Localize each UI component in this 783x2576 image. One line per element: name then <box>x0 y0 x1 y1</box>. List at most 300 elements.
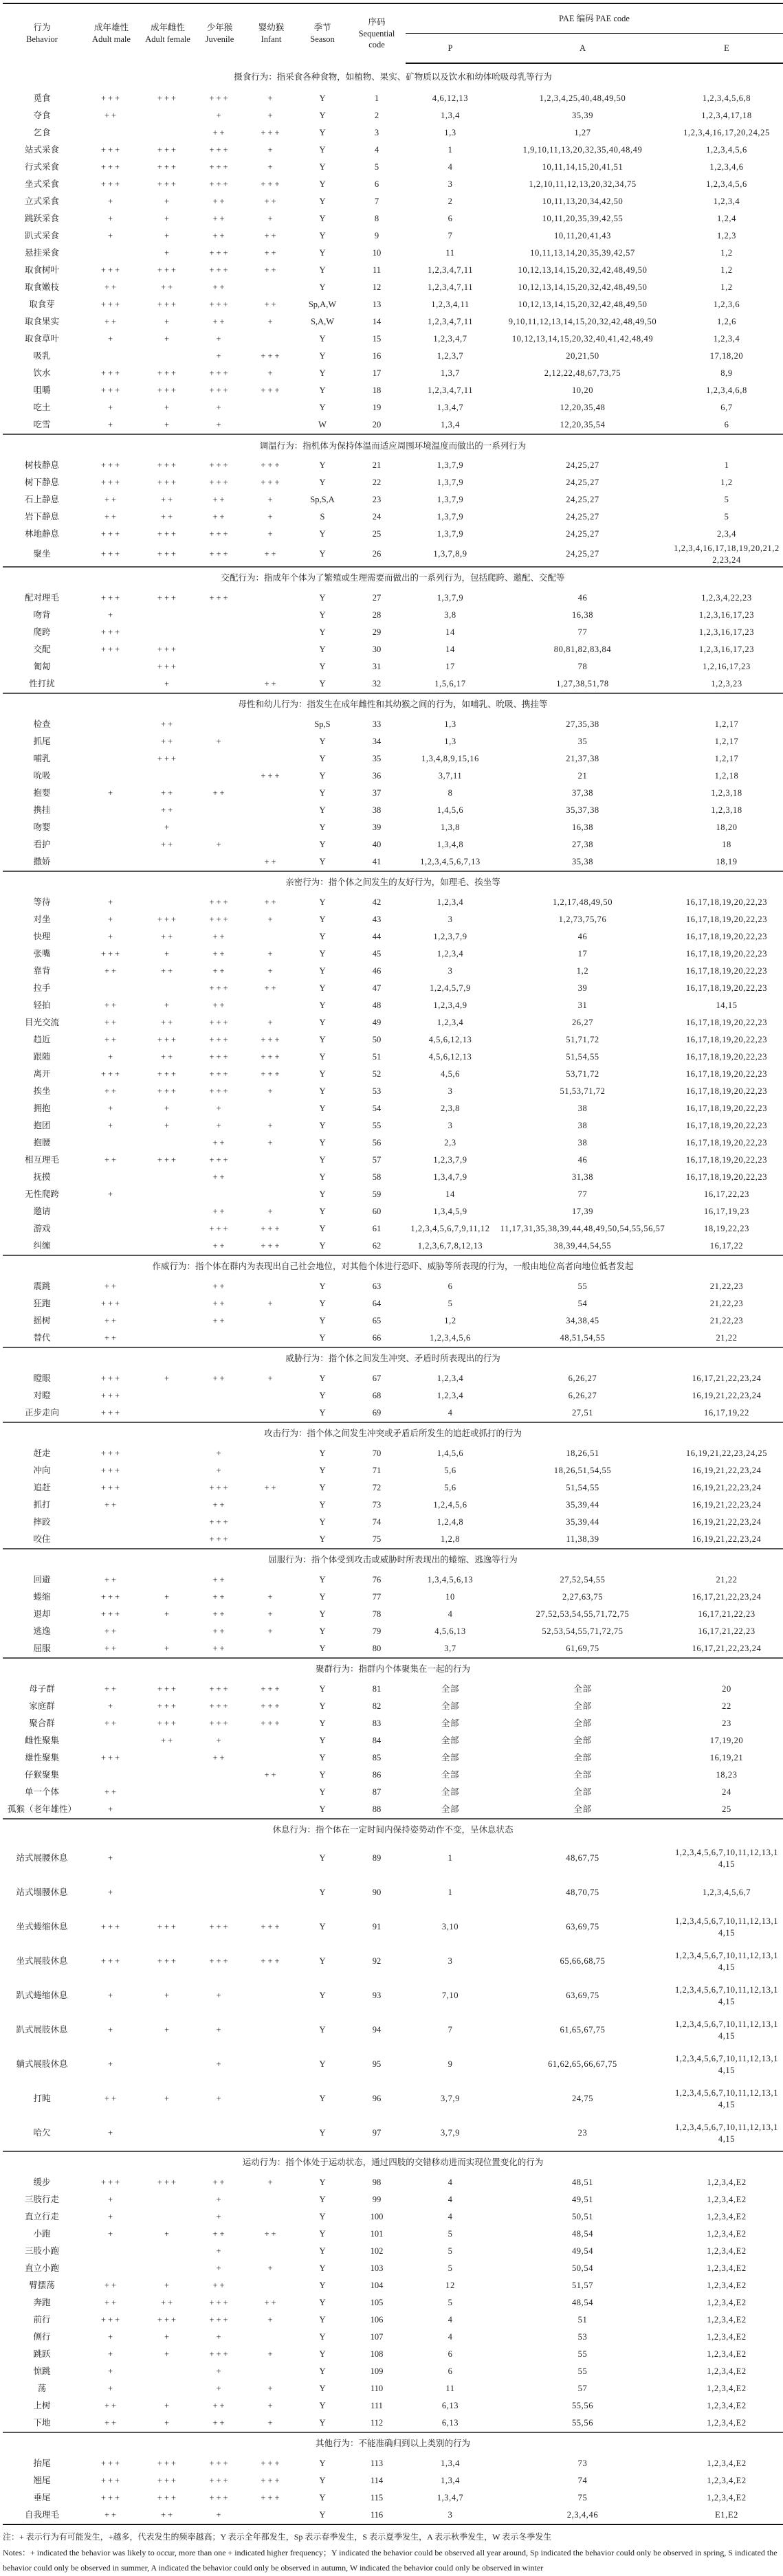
infant-cell <box>245 1404 297 1422</box>
sequential-code-cell: 93 <box>372 1991 382 2001</box>
section-header-row <box>3 2432 783 2455</box>
e-code-cell: 24 <box>722 1787 731 1797</box>
sequential-code-cell: 5 <box>374 162 379 172</box>
p-code-cell: 4 <box>448 1407 453 1418</box>
behavior-cell: 惊跳 <box>33 2366 51 2376</box>
sequential-code-cell: 25 <box>372 529 382 539</box>
season-cell: Y <box>319 948 326 959</box>
sequential-code-cell: 32 <box>372 678 382 688</box>
e-code-cell: 1,2,3,23 <box>711 678 742 688</box>
header-p: P <box>406 34 495 64</box>
table-row <box>3 474 783 491</box>
p-code-cell: 12 <box>445 2280 455 2290</box>
p-code-cell: 4 <box>448 2211 453 2221</box>
p-code-cell: 全部 <box>441 1683 460 1694</box>
adult-male-cell <box>81 658 142 675</box>
behavior-cell: 坐式蜷缩休息 <box>16 1922 68 1932</box>
e-code-cell: 16,19,21,22,23,24 <box>692 1499 762 1510</box>
e-code-cell: 22 <box>722 1701 731 1711</box>
table-row <box>3 785 783 802</box>
season-cell: Y <box>319 1240 326 1251</box>
season-cell: Y <box>319 529 326 539</box>
table-row <box>3 159 783 176</box>
behavior-cell: 直立小跑 <box>24 2263 59 2273</box>
p-code-cell: 1,3 <box>444 719 456 729</box>
juvenile-cell: ++ <box>212 1298 227 1308</box>
infant-cell: ++ <box>264 678 278 688</box>
adult-female-cell <box>142 2243 194 2260</box>
a-code-cell: 18,26,51,54,55 <box>553 1465 612 1475</box>
season-cell: Y <box>319 1499 326 1510</box>
adult-female-cell <box>142 1462 194 1479</box>
sequential-code-cell: 109 <box>370 2366 384 2376</box>
adult-male-cell: ++ <box>104 1034 119 1044</box>
p-code-cell: 4,5,6,12,13 <box>428 1051 472 1062</box>
adult-male-cell <box>81 1203 142 1220</box>
p-code-cell: 1,3,4 <box>441 2475 460 2485</box>
table-row <box>3 210 783 227</box>
table-row <box>3 2260 783 2277</box>
behavior-cell: 趋近 <box>33 1034 51 1044</box>
adult-male-cell <box>81 802 142 819</box>
season-cell: Y <box>319 1448 326 1458</box>
table-row <box>3 1066 783 1083</box>
behavior-cell: 吃雪 <box>33 420 51 430</box>
a-code-cell: 2,3,4,46 <box>495 2507 670 2524</box>
adult-male-cell: ++ <box>104 2297 119 2307</box>
infant-cell: +++ <box>261 1922 282 1932</box>
season-cell: Y <box>319 2263 326 2273</box>
juvenile-cell <box>194 1841 245 1876</box>
juvenile-cell: ++ <box>212 1172 227 1182</box>
season-cell: Y <box>319 1068 326 1079</box>
behavior-cell: 坐式展肢休息 <box>16 1956 68 1967</box>
p-code-cell: 7 <box>448 231 453 241</box>
adult-male-cell: ++ <box>104 1000 119 1010</box>
a-code-cell: 51,54,55 <box>566 1482 599 1492</box>
infant-cell: + <box>267 495 275 505</box>
juvenile-cell: +++ <box>209 592 230 603</box>
table-notes <box>3 2529 783 2576</box>
season-cell: Y <box>319 1591 326 1602</box>
table-row <box>3 1237 783 1255</box>
juvenile-cell: ++ <box>212 948 227 959</box>
season-cell: Y <box>319 965 326 976</box>
e-code-cell: 1,2,3,6 <box>713 300 740 310</box>
p-code-cell: 1,4,5,6 <box>437 1448 464 1458</box>
sequential-code-cell: 62 <box>372 1240 382 1251</box>
adult-male-cell <box>81 716 142 733</box>
season-cell: Y <box>319 2417 326 2428</box>
behavior-cell: 站式采食 <box>24 145 59 155</box>
adult-female-cell: + <box>164 334 172 344</box>
juvenile-cell <box>194 716 245 733</box>
adult-male-cell <box>81 1169 142 1186</box>
behavior-cell: 等待 <box>33 897 51 907</box>
adult-female-cell <box>142 1784 194 1801</box>
behavior-cell: 聚坐 <box>33 549 51 559</box>
table-row <box>3 296 783 313</box>
infant-cell: + <box>267 317 275 327</box>
juvenile-cell: ++ <box>212 1206 227 1216</box>
table-row <box>3 142 783 159</box>
table-row <box>3 1295 783 1312</box>
sequential-code-cell: 98 <box>372 2177 382 2187</box>
adult-male-cell: + <box>107 609 115 620</box>
a-code-cell: 61,62,65,66,67,75 <box>548 2059 617 2070</box>
infant-cell <box>245 1841 297 1876</box>
p-code-cell: 1,3,4 <box>441 2458 460 2468</box>
sequential-code-cell: 64 <box>372 1298 382 1308</box>
behavior-cell: 屈服 <box>33 1643 51 1653</box>
juvenile-cell: +++ <box>209 179 230 190</box>
adult-male-cell: + <box>107 214 115 224</box>
juvenile-cell: +++ <box>209 1718 230 1728</box>
juvenile-cell: ++ <box>212 2177 227 2187</box>
infant-cell: + <box>267 1017 275 1027</box>
e-code-cell: 6,7 <box>720 403 733 413</box>
adult-female-cell <box>142 1330 194 1347</box>
p-code-cell: 5 <box>448 2245 453 2256</box>
season-cell: Y <box>319 248 326 258</box>
season-cell: Sp,A,W <box>308 300 337 310</box>
sequential-code-cell: 97 <box>372 2128 382 2138</box>
table-row <box>3 1404 783 1422</box>
adult-female-cell <box>142 768 194 785</box>
sequential-code-cell: 111 <box>371 2400 383 2410</box>
adult-male-cell: +++ <box>100 162 122 172</box>
juvenile-cell: + <box>216 2059 223 2070</box>
table-row <box>3 1479 783 1497</box>
table-row <box>3 624 783 641</box>
a-code-cell: 11,17,31,35,38,39,44,48,49,50,54,55,56,57 <box>500 1223 665 1233</box>
behavior-cell: 乞食 <box>33 128 51 138</box>
infant-cell <box>245 1784 297 1801</box>
e-code-cell: 1,2,3 <box>717 231 736 241</box>
behavior-cell: 冲向 <box>33 1465 51 1475</box>
behavior-cell: 邀请 <box>33 1206 51 1216</box>
behavior-cell: 摔跤 <box>33 1516 51 1527</box>
sequential-code-cell: 72 <box>372 1482 382 1492</box>
p-code-cell: 4 <box>448 162 453 172</box>
adult-female-cell: +++ <box>157 2475 179 2485</box>
sequential-code-cell: 81 <box>372 1683 382 1694</box>
infant-cell: ++ <box>264 1769 278 1780</box>
e-code-cell: 1,2,3,4,E2 <box>707 2417 747 2428</box>
table-row <box>3 2329 783 2346</box>
e-code-cell: 1,2,3,4,16,17,20,24,25 <box>683 128 770 138</box>
juvenile-cell: + <box>216 2383 223 2393</box>
infant-cell: +++ <box>261 2475 282 2485</box>
p-code-cell: 1,3,7,9 <box>437 512 464 522</box>
section-header-row <box>3 693 783 716</box>
sequential-code-cell: 100 <box>370 2211 384 2221</box>
table-row <box>3 1100 783 1117</box>
a-code-cell: 51,57 <box>571 2280 594 2290</box>
infant-cell: +++ <box>261 128 282 138</box>
sequential-code-cell: 63 <box>372 1281 382 1291</box>
a-code-cell: 34,38,45 <box>566 1315 599 1325</box>
p-code-cell: 1,3,4,7 <box>437 403 464 413</box>
season-cell: Y <box>319 2297 326 2307</box>
header-juvenile-en: Juvenile <box>205 34 234 44</box>
p-code-cell: 1,3,4,8 <box>437 839 464 849</box>
a-code-cell: 61,65,67,75 <box>560 2025 606 2035</box>
sequential-code-cell: 35 <box>372 753 382 763</box>
sequential-code-cell: 65 <box>372 1315 382 1325</box>
a-code-cell: 77 <box>577 1189 588 1199</box>
section-title: 交配行为：指成年个体为了繁殖或生理需要而做出的一系列行为，包括爬跨、邀配、交配等 <box>3 567 783 590</box>
adult-male-cell: +++ <box>100 300 122 310</box>
adult-male-cell: +++ <box>100 1068 122 1079</box>
juvenile-cell: ++ <box>212 1499 227 1510</box>
season-cell: Y <box>297 2507 348 2524</box>
header-behavior-en: Behavior <box>26 34 58 44</box>
infant-cell <box>245 1876 297 1910</box>
infant-cell <box>245 836 297 853</box>
adult-male-cell: + <box>107 403 115 413</box>
adult-female-cell: +++ <box>157 753 179 763</box>
adult-male-cell: + <box>107 2128 115 2138</box>
header-seq-en1: Sequential <box>358 28 395 38</box>
adult-male-cell: +++ <box>100 368 122 379</box>
p-code-cell: 1,2,3,4,9 <box>433 1000 467 1010</box>
header-season <box>297 3 348 63</box>
adult-female-cell <box>142 1237 194 1255</box>
sequential-code-cell: 4 <box>374 145 379 155</box>
adult-female-cell <box>142 1203 194 1220</box>
adult-male-cell <box>81 750 142 768</box>
infant-cell <box>245 1640 297 1658</box>
sequential-code-cell: 116 <box>348 2507 406 2524</box>
p-code-cell: 1,2,3,4 <box>437 1017 464 1027</box>
adult-male-cell: ++ <box>104 1315 119 1325</box>
infant-cell: +++ <box>261 2492 282 2502</box>
e-code-cell: 1,2,3,4,5,6,7,10,11,12,13,14,15 <box>674 1984 779 2006</box>
season-cell: Y <box>319 1609 326 1619</box>
p-code-cell: 10 <box>445 1591 455 1602</box>
behavior-cell: 挨坐 <box>33 1086 51 1096</box>
juvenile-cell: ++ <box>212 231 227 241</box>
behavior-cell: 拥抱 <box>33 1103 51 1113</box>
behavior-cell: 交配 <box>33 644 51 654</box>
header-adult-male <box>81 3 142 63</box>
season-cell: Y <box>319 460 326 471</box>
juvenile-cell: ++ <box>212 1643 227 1653</box>
adult-female-cell: ++ <box>160 1735 175 1745</box>
juvenile-cell: ++ <box>212 787 227 798</box>
infant-cell <box>245 2243 297 2260</box>
adult-female-cell: ++ <box>160 512 175 522</box>
a-code-cell: 全部 <box>573 1718 592 1728</box>
behavior-cell: 单一个体 <box>24 1787 59 1797</box>
sequential-code-cell: 114 <box>370 2475 384 2485</box>
a-code-cell: 6,26,27 <box>568 1373 597 1383</box>
a-code-cell: 27,52,54,55 <box>560 1574 606 1584</box>
a-code-cell: 74 <box>577 2475 588 2485</box>
season-cell: Y <box>319 1482 326 1492</box>
behavior-cell: 快理 <box>33 931 51 941</box>
e-code-cell: 1,2,3,4,E2 <box>707 2400 747 2410</box>
header-juvenile-zh: 少年猴 <box>206 23 233 33</box>
e-code-cell: 1,2,3,4,E2 <box>707 2475 747 2485</box>
adult-female-cell: + <box>164 822 172 832</box>
behavior-cell: 跳跃采食 <box>24 214 59 224</box>
infant-cell <box>245 1497 297 1514</box>
adult-male-cell: +++ <box>100 2492 122 2502</box>
notes-chinese: 注：+ 表示行为有可能发生，+越多，代表发生的频率越高；Y 表示全年都发生，Sp 表示春季发生，S 表示夏季发生，A 表示秋季发生，W 表示冬季发生 <box>3 2531 552 2542</box>
header-e: E <box>670 34 783 64</box>
infant-cell: +++ <box>261 770 282 781</box>
e-code-cell: 16,17,18,19,20,22,23 <box>685 1086 768 1096</box>
p-code-cell: 6,13 <box>441 2400 459 2410</box>
sequential-code-cell: 52 <box>372 1068 382 1079</box>
juvenile-cell: ++ <box>212 2417 227 2428</box>
season-cell: Y <box>319 609 326 620</box>
season-cell: Y <box>319 1206 326 1216</box>
season-cell: Y <box>319 1051 326 1062</box>
a-code-cell: 48,51,54,55 <box>560 1332 606 1343</box>
adult-female-cell: + <box>164 678 172 688</box>
adult-male-cell: ++ <box>104 1683 119 1694</box>
table-row <box>3 1152 783 1169</box>
adult-female-cell: ++ <box>160 931 175 941</box>
e-code-cell: 16,17,18,19,20,22,23 <box>685 1172 768 1182</box>
adult-female-cell: ++ <box>160 805 175 815</box>
section-header-row <box>3 567 783 590</box>
sequential-code-cell: 11 <box>372 265 382 276</box>
adult-male-cell: + <box>107 334 115 344</box>
behavior-cell: 逃逸 <box>33 1626 51 1636</box>
sequential-code-cell: 92 <box>372 1956 382 1967</box>
table-row <box>3 2277 783 2294</box>
infant-cell: +++ <box>261 1240 282 1251</box>
table-row <box>3 107 783 124</box>
behavior-cell: 轻拍 <box>33 1000 51 1010</box>
p-code-cell: 5 <box>448 1298 453 1308</box>
p-code-cell: 3,7,11 <box>438 770 463 781</box>
e-code-cell: 1,2,3,18 <box>711 787 742 798</box>
e-code-cell: 21,22,23 <box>709 1315 744 1325</box>
p-code-cell: 全部 <box>441 1752 460 1762</box>
header-behavior-zh: 行为 <box>33 23 51 33</box>
sequential-code-cell: 31 <box>372 661 382 671</box>
adult-female-cell: +++ <box>157 1718 179 1728</box>
behavior-cell: 取食芽 <box>29 300 55 310</box>
behavior-cell: 拉手 <box>33 983 51 993</box>
juvenile-cell <box>194 624 245 641</box>
table-row <box>3 416 783 434</box>
p-code-cell: 4 <box>448 1609 453 1619</box>
season-cell: Y <box>319 549 326 559</box>
sequential-code-cell: 42 <box>372 897 382 907</box>
e-code-cell: 1,2,3,4,5,6,7,10,11,12,13,14,15 <box>674 2087 779 2109</box>
adult-female-cell: ++ <box>142 2507 194 2524</box>
e-code-cell: 1,2,3,4,E2 <box>707 2194 747 2204</box>
juvenile-cell: +++ <box>209 549 230 559</box>
juvenile-cell: ++ <box>212 512 227 522</box>
adult-female-cell <box>142 348 194 365</box>
season-cell: Y <box>319 678 326 688</box>
adult-female-cell: + <box>164 2094 172 2104</box>
juvenile-cell <box>194 1876 245 1910</box>
sequential-code-cell: 54 <box>372 1103 382 1113</box>
sequential-code-cell: 2 <box>374 111 379 121</box>
infant-cell: +++ <box>261 460 282 471</box>
a-code-cell: 77 <box>577 627 588 637</box>
p-code-cell: 4 <box>448 2331 453 2342</box>
e-code-cell: 1,2,17 <box>714 753 739 763</box>
adult-male-cell: ++ <box>104 1281 119 1291</box>
a-code-cell: 24,25,27 <box>566 549 599 559</box>
season-cell: Y <box>319 753 326 763</box>
p-code-cell: 1,3,4,7 <box>437 2492 464 2502</box>
p-code-cell: 5 <box>448 2297 453 2307</box>
a-code-cell: 80,81,82,83,84 <box>553 644 612 654</box>
adult-male-cell: +++ <box>100 93 122 104</box>
table-row <box>3 2116 783 2151</box>
juvenile-cell: +++ <box>209 478 230 488</box>
season-cell: Y <box>319 1373 326 1383</box>
season-cell: Y <box>319 2211 326 2221</box>
a-code-cell: 12,20,35,48 <box>560 403 606 413</box>
infant-cell <box>245 928 297 945</box>
behavior-cell: 抚摸 <box>33 1172 51 1182</box>
header-adult-male-zh: 成年雄性 <box>93 23 129 33</box>
e-code-cell: 16,17,18,19,20,22,23 <box>685 1103 768 1113</box>
infant-cell: +++ <box>261 179 282 190</box>
behavior-cell: 缓步 <box>33 2177 51 2187</box>
a-code-cell: 全部 <box>573 1683 592 1694</box>
season-cell: Y <box>319 1332 326 1343</box>
season-cell: Y <box>319 2228 326 2239</box>
infant-cell <box>245 1330 297 1347</box>
season-cell: Y <box>319 162 326 172</box>
sequential-code-cell: 23 <box>372 495 382 505</box>
sequential-code-cell: 89 <box>372 1853 382 1863</box>
adult-female-cell: + <box>164 1000 172 1010</box>
adult-female-cell: + <box>164 2025 172 2035</box>
adult-female-cell <box>142 1841 194 1876</box>
table-row <box>3 1841 783 1876</box>
juvenile-cell: +++ <box>209 983 230 993</box>
season-cell: Y <box>319 2094 326 2104</box>
a-code-cell: 26,27 <box>571 1017 594 1027</box>
adult-female-cell: +++ <box>157 162 179 172</box>
sequential-code-cell: 106 <box>370 2314 384 2325</box>
juvenile-cell <box>194 750 245 768</box>
sequential-code-cell: 27 <box>372 592 382 603</box>
adult-female-cell: +++ <box>157 549 179 559</box>
table-row <box>3 1117 783 1134</box>
adult-female-cell: +++ <box>157 2314 179 2325</box>
a-code-cell: 63,69,75 <box>566 1991 599 2001</box>
adult-female-cell <box>142 1749 194 1767</box>
behavior-cell: 孤猴（老年雄性） <box>7 1804 76 1814</box>
sequential-code-cell: 68 <box>372 1390 382 1400</box>
infant-cell <box>245 1979 297 2013</box>
adult-male-cell: +++ <box>100 1922 122 1932</box>
table-row <box>3 658 783 675</box>
sequential-code-cell: 3 <box>374 128 379 138</box>
table-row <box>3 2507 783 2524</box>
sequential-code-cell: 6 <box>374 179 379 190</box>
e-code-cell: 16,17,19,22 <box>704 1407 749 1418</box>
table-row <box>3 348 783 365</box>
a-code-cell: 55 <box>577 2366 588 2376</box>
juvenile-cell: +++ <box>209 265 230 276</box>
sequential-code-cell: 102 <box>370 2245 384 2256</box>
